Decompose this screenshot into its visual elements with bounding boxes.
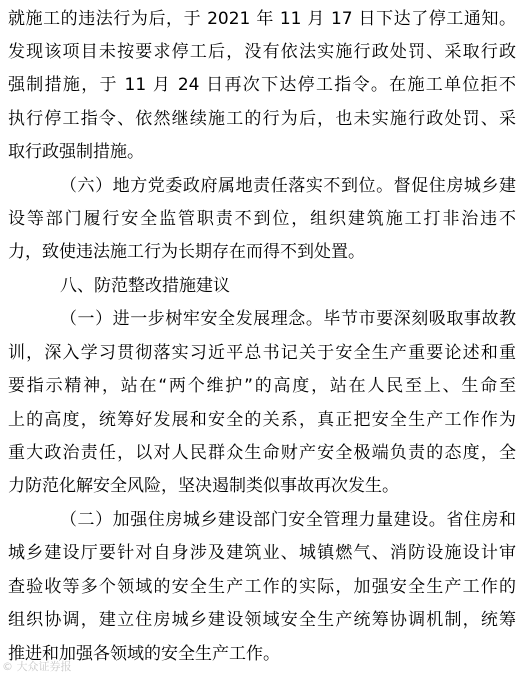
paragraph-line-8: 力，致使违法施工行为长期存在而得不到处置。 [8,242,365,262]
paragraph-line-7: 设等部门履行安全监管职责不到位，组织建筑施工打非治违不 [8,209,516,229]
paragraph-line-19: 组织协调，建立住房城乡建设领域安全生产统筹协调机制，统筹 [8,610,516,630]
paragraph-line-17: 城乡建设厅要针对自身涉及建筑业、城镇燃气、消防设施设计审 [8,543,516,563]
paragraph-line-5: 取行政强制措施。 [8,142,144,162]
paragraph-line-20: 推进和加强各领域的安全生产工作。 [8,644,280,664]
paragraph-line-11: 训，深入学习贯彻落实习近平总书记关于安全生产重要论述和重 [8,343,516,363]
paragraph-line-12: 要指示精神，站在“两个维护”的高度，站在人民至上、生命至 [8,376,516,396]
paragraph-line-14: 重大政治责任，以对人民群众生命财产安全极端负责的态度，全 [8,443,516,463]
paragraph-line-15: 力防范化解安全风险，坚决遏制类似事故再次发生。 [8,476,399,496]
paragraph-line-10: （一）进一步树牢安全发展理念。毕节市要深刻吸取事故教 [60,309,516,329]
paragraph-line-6: （六）地方党委政府属地责任落实不到位。督促住房城乡建 [60,176,516,196]
paragraph-line-4: 执行停工指令、依然继续施工的行为后，也未实施行政处罚、采 [8,109,516,129]
section-heading: 八、防范整改措施建议 [60,276,230,296]
paragraph-line-18: 查验收等多个领域的安全生产工作的实际，加强安全生产工作的 [8,577,516,597]
paragraph-line-16: （二）加强住房城乡建设部门安全管理力量建设。省住房和 [60,510,516,530]
paragraph-line-3: 强制措施，于 11 月 24 日再次下达停工指令。在施工单位拒不 [8,75,516,95]
watermark: © 大众证券报 [2,660,72,673]
paragraph-line-13: 上的高度，统筹好发展和安全的关系，真正把安全生产工作作为 [8,410,516,430]
paragraph-line-1: 就施工的违法行为后，于 2021 年 11 月 17 日下达了停工通知。 [8,9,516,29]
paragraph-line-2: 发现该项目未按要求停工后，没有依法实施行政处罚、采取行政 [8,42,516,62]
